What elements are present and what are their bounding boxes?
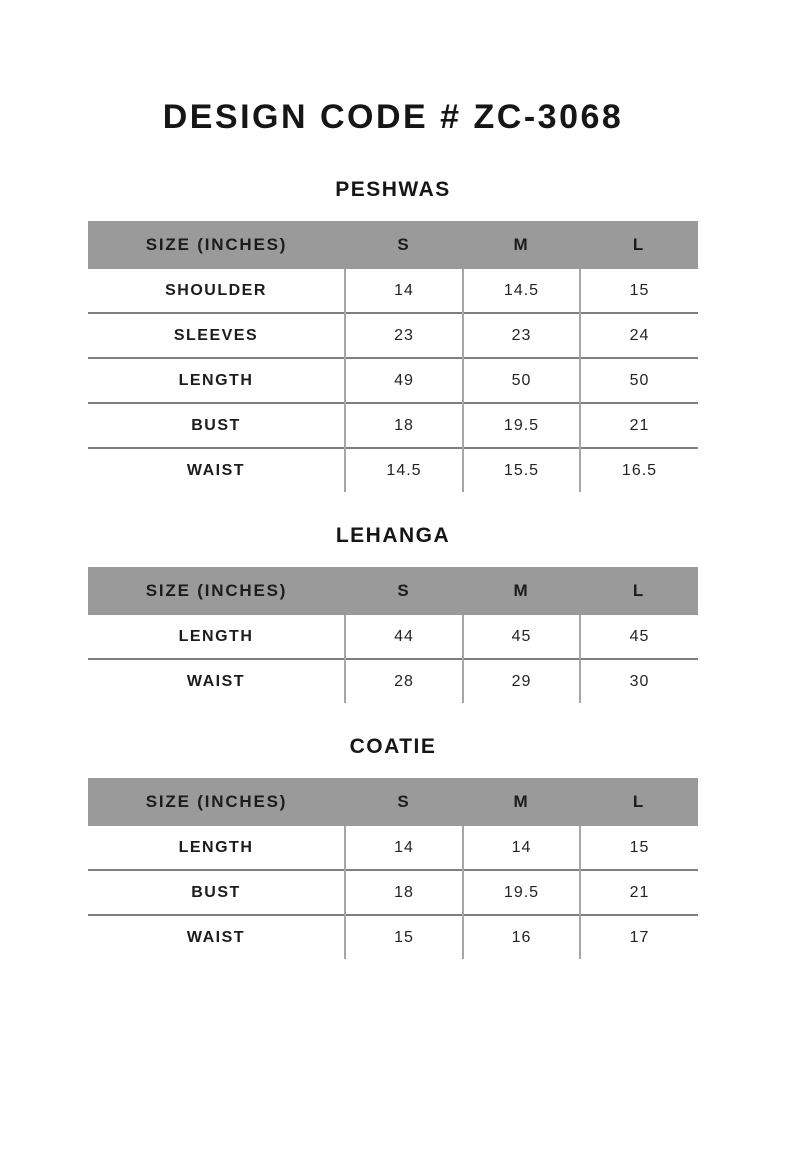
size-value-l: 15 xyxy=(580,269,698,313)
column-header-size-inches: SIZE (INCHES) xyxy=(88,567,345,615)
column-header-size-inches: SIZE (INCHES) xyxy=(88,778,345,826)
table-header-row xyxy=(88,567,698,615)
row-label: WAIST xyxy=(88,659,345,703)
row-label: SLEEVES xyxy=(88,313,345,358)
table-row xyxy=(88,313,698,358)
row-label: BUST xyxy=(88,403,345,448)
size-value-l: 45 xyxy=(580,615,698,659)
size-value-l: 16.5 xyxy=(580,448,698,492)
row-label: WAIST xyxy=(88,915,345,959)
table-row xyxy=(88,448,698,492)
size-value-s: 14 xyxy=(345,826,463,870)
row-label: SHOULDER xyxy=(88,269,345,313)
table-row xyxy=(88,915,698,959)
size-value-s: 14 xyxy=(345,269,463,313)
row-label: WAIST xyxy=(88,448,345,492)
size-table-lehanga xyxy=(88,567,698,703)
column-header-s: S xyxy=(345,567,463,615)
table-row xyxy=(88,403,698,448)
column-header-l: L xyxy=(580,221,698,269)
section-coatie xyxy=(88,735,698,959)
column-header-s: S xyxy=(345,221,463,269)
size-value-l: 17 xyxy=(580,915,698,959)
section-title-peshwas: PESHWAS xyxy=(335,178,451,201)
table-row xyxy=(88,870,698,915)
page-title: DESIGN CODE # ZC-3068 xyxy=(162,98,624,136)
size-chart-content xyxy=(88,98,698,959)
size-value-l: 21 xyxy=(580,403,698,448)
column-header-m: M xyxy=(463,778,580,826)
size-table-peshwas xyxy=(88,221,698,492)
table-row xyxy=(88,826,698,870)
column-header-l: L xyxy=(580,778,698,826)
size-value-m: 14.5 xyxy=(463,269,580,313)
size-value-s: 44 xyxy=(345,615,463,659)
table-row xyxy=(88,269,698,313)
size-value-m: 14 xyxy=(463,826,580,870)
size-value-m: 16 xyxy=(463,915,580,959)
section-lehanga xyxy=(88,524,698,703)
size-value-s: 28 xyxy=(345,659,463,703)
row-label: BUST xyxy=(88,870,345,915)
size-value-m: 29 xyxy=(463,659,580,703)
row-label: LENGTH xyxy=(88,615,345,659)
size-value-l: 21 xyxy=(580,870,698,915)
size-value-m: 19.5 xyxy=(463,870,580,915)
size-value-s: 23 xyxy=(345,313,463,358)
size-value-l: 30 xyxy=(580,659,698,703)
row-label: LENGTH xyxy=(88,826,345,870)
row-label: LENGTH xyxy=(88,358,345,403)
section-peshwas xyxy=(88,178,698,492)
size-value-s: 15 xyxy=(345,915,463,959)
size-table-coatie xyxy=(88,778,698,959)
column-header-s: S xyxy=(345,778,463,826)
size-value-l: 24 xyxy=(580,313,698,358)
size-value-m: 50 xyxy=(463,358,580,403)
size-value-s: 18 xyxy=(345,403,463,448)
table-row xyxy=(88,358,698,403)
column-header-l: L xyxy=(580,567,698,615)
size-value-m: 45 xyxy=(463,615,580,659)
size-value-m: 19.5 xyxy=(463,403,580,448)
size-value-s: 49 xyxy=(345,358,463,403)
size-value-s: 14.5 xyxy=(345,448,463,492)
section-title-coatie: COATIE xyxy=(349,735,437,758)
size-value-l: 15 xyxy=(580,826,698,870)
column-header-m: M xyxy=(463,221,580,269)
table-header-row xyxy=(88,778,698,826)
size-value-s: 18 xyxy=(345,870,463,915)
column-header-size-inches: SIZE (INCHES) xyxy=(88,221,345,269)
table-row xyxy=(88,615,698,659)
table-row xyxy=(88,659,698,703)
size-value-m: 23 xyxy=(463,313,580,358)
table-header-row xyxy=(88,221,698,269)
size-value-m: 15.5 xyxy=(463,448,580,492)
section-title-lehanga: LEHANGA xyxy=(335,524,451,547)
size-value-l: 50 xyxy=(580,358,698,403)
column-header-m: M xyxy=(463,567,580,615)
